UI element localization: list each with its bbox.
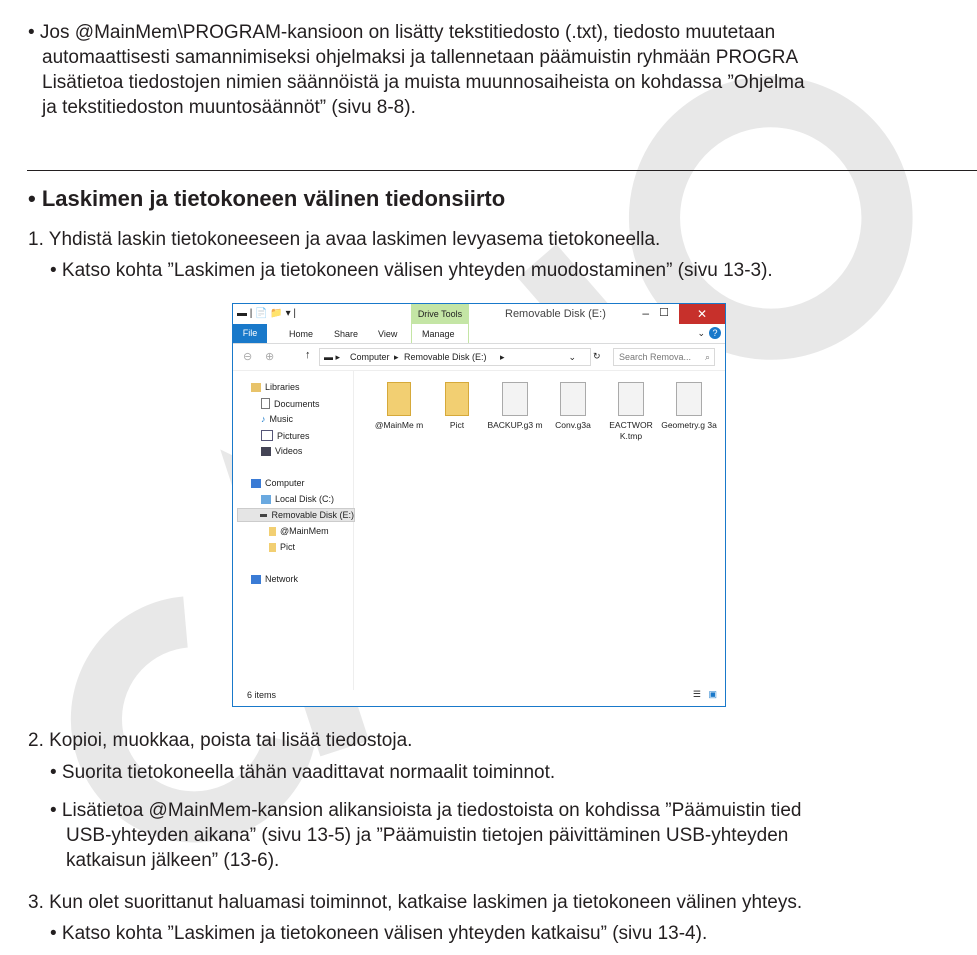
intro-line: Lisätietoa tiedostojen nimien säännöistä ja muista muunnosaiheista on kohdassa ”Ohjelma [42, 72, 805, 93]
tab-home[interactable]: Home [289, 329, 314, 339]
file-item[interactable]: EACTWOR K.tmp [603, 382, 659, 442]
nav-mainmem[interactable]: @MainMem [269, 526, 329, 536]
step-2: 2. Kopioi, muokkaa, poista tai lisää tiedostoja. [28, 730, 413, 751]
quick-access-icons: ▬ | 📄 📁 ▾ | [237, 308, 297, 319]
back-icon[interactable]: ⊖ [243, 351, 253, 363]
tab-manage[interactable]: Manage [422, 329, 455, 339]
step-1: 1. Yhdistä laskin tietokoneeseen ja avaa laskimen levyasema tietokoneella. [28, 229, 661, 250]
status-bar-count: 6 items [247, 690, 277, 700]
step-3-note: • Katso kohta ”Laskimen ja tietokoneen välisen yhteyden katkaisu” (sivu 13-4). [50, 923, 708, 944]
file-item[interactable]: @MainMe m [371, 382, 427, 431]
path-separator-icon: ▸ [394, 352, 399, 362]
step-2-note: • Suorita tietokoneella tähän vaadittavat normaalit toiminnot. [50, 762, 556, 783]
file-icon [502, 382, 528, 416]
nav-music[interactable]: ♪ Music [261, 414, 294, 424]
intro-line: ja tekstitiedoston muuntosäännöt” (sivu 8-8). [42, 97, 416, 118]
step-2-note: USB-yhteyden aikana” (sivu 13-5) ja ”Päämuistin tietojen päivittäminen USB-yhteyden [66, 825, 789, 846]
tab-view[interactable]: View [378, 329, 398, 339]
close-icon[interactable]: ✕ [679, 304, 725, 324]
minimize-icon[interactable]: – [642, 306, 649, 320]
nav-computer[interactable]: Computer [251, 478, 305, 488]
intro-line: • Jos @MainMem\PROGRAM-kansioon on lisätty tekstitiedosto (.txt), tiedosto muutetaan [28, 22, 776, 43]
chevron-down-icon[interactable]: ⌄ [697, 328, 705, 338]
file-explorer-screenshot [232, 303, 726, 707]
window-title: Removable Disk (E:) [505, 308, 606, 320]
step-1-note: • Katso kohta ”Laskimen ja tietokoneen välisen yhteyden muodostaminen” (sivu 13-3). [50, 260, 773, 281]
large-icons-view-icon[interactable]: ▣ [708, 689, 717, 699]
path-removable[interactable]: Removable Disk (E:) [404, 352, 487, 362]
nav-libraries[interactable]: Libraries [251, 382, 300, 392]
drive-icon: ▬ ▸ [324, 352, 341, 362]
nav-local-disk[interactable]: Local Disk (C:) [261, 494, 334, 504]
path-separator-icon: ▸ [500, 352, 505, 362]
up-icon[interactable]: ↑ [305, 349, 311, 361]
step-2-note: • Lisätietoa @MainMem-kansion alikansioista ja tiedostoista on kohdissa ”Päämuistin tied [50, 800, 802, 821]
path-computer[interactable]: Computer [350, 352, 390, 362]
forward-icon[interactable]: ⊕ [265, 351, 275, 363]
nav-pictures[interactable]: Pictures [261, 430, 310, 441]
tab-share[interactable]: Share [334, 329, 359, 339]
nav-videos[interactable]: Videos [261, 446, 302, 456]
search-input[interactable] [613, 348, 715, 366]
step-3: 3. Kun olet suorittanut haluamasi toiminnot, katkaise laskimen ja tietokoneen välinen yhteys. [28, 892, 803, 913]
search-placeholder: Search Remova... [619, 352, 692, 362]
step-2-note: katkaisun jälkeen” (13-6). [66, 850, 280, 871]
file-icon [618, 382, 644, 416]
context-tab-label: Drive Tools [411, 304, 469, 324]
file-item[interactable]: Geometry.g 3a [661, 382, 717, 431]
nav-removable-disk[interactable]: Removable Disk (E:) [237, 508, 355, 522]
maximize-icon[interactable]: ☐ [659, 307, 669, 319]
details-view-icon[interactable]: ☰ [692, 689, 701, 699]
file-item[interactable]: Conv.g3a [545, 382, 601, 431]
chevron-down-icon[interactable]: ⌄ [568, 352, 576, 362]
file-icon [560, 382, 586, 416]
file-item[interactable]: BACKUP.g3 m [487, 382, 543, 431]
divider [27, 170, 977, 171]
refresh-icon[interactable]: ↻ [593, 351, 601, 361]
nav-network[interactable]: Network [251, 574, 298, 584]
file-item[interactable]: Pict [429, 382, 485, 431]
help-icon[interactable]: ? [709, 327, 721, 339]
intro-line: automaattisesti samannimiseksi ohjelmaksi ja tallennetaan päämuistin ryhmään PROGRA [42, 47, 799, 68]
section-heading: • Laskimen ja tietokoneen välinen tiedonsiirto [28, 186, 506, 211]
tab-file[interactable]: File [233, 324, 267, 343]
file-icon [676, 382, 702, 416]
search-icon: ⌕ [704, 352, 710, 362]
address-bar[interactable] [319, 348, 591, 366]
folder-icon [445, 382, 469, 416]
nav-pict[interactable]: Pict [269, 542, 295, 552]
folder-icon [387, 382, 411, 416]
nav-documents[interactable]: Documents [261, 398, 320, 409]
